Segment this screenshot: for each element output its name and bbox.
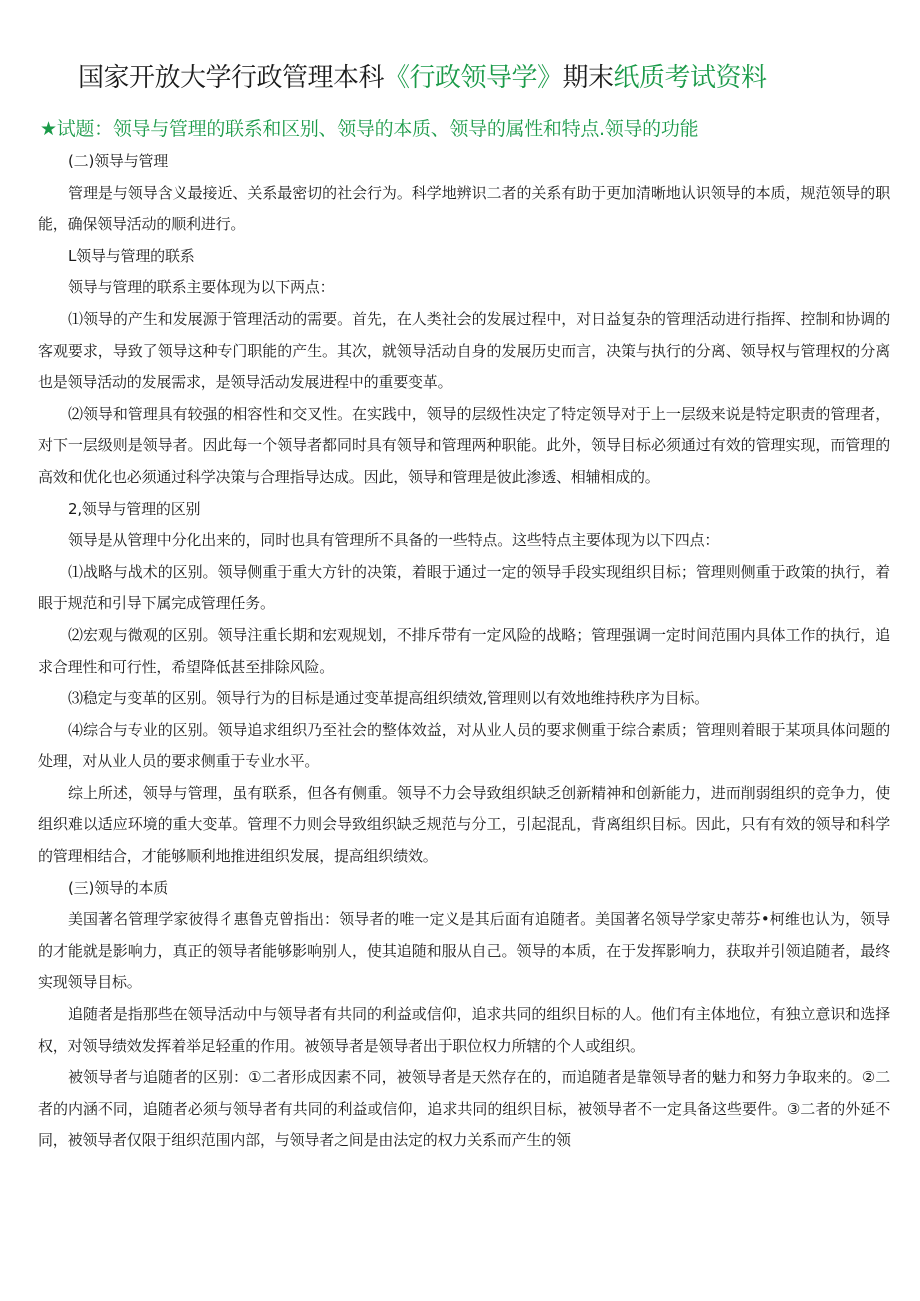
section-heading: (二)领导与管理	[68, 152, 169, 170]
paragraph: 追随者是指那些在领导活动中与领导者有共同的利益或信仰，追求共同的组织目标的人。他们有主体地位，有独立意识和选择权，对领导绩效发挥着举足轻重的作用。被领导者是领导者出于职位权力所辖的个人或组织。	[38, 1005, 890, 1055]
paragraph: 被领导者与追随者的区别：①二者形成因素不同，被领导者是天然存在的，而追随者是靠领导者的魅力和努力争取来的。②二者的内涵不同，追随者必须与领导者有共同的利益或信仰，追求共同的组织目标，被领导者不一定具备这些要件。③二者的外延不同，被领导者仅限于组织范围内部，与领导者之间是由法定的权力关系而产生的领	[38, 1068, 890, 1150]
exam-question-heading: ★试题：领导与管理的联系和区别、领导的本质、领导的属性和特点.领导的功能	[40, 118, 699, 140]
paragraph: 领导是从管理中分化出来的，同时也具有管理所不具备的一些特点。这些特点主要体现为以下四点：	[68, 531, 720, 550]
paragraph: 美国著名管理学家彼得彳惠鲁克曾指出：领导者的唯一定义是其后面有追随者。美国著名领导学家史蒂芬•柯维也认为，领导的才能就是影响力，真正的领导者能够影响别人，使其追随和服从自己。领导的本质，在于发挥影响力，获取并引领追随者，最终实现领导目标。	[38, 910, 890, 992]
sub-heading: 2,领导与管理的区别	[68, 499, 201, 518]
sub-heading: L领导与管理的联系	[68, 246, 195, 265]
title-part-1: 国家开放大学行政管理本科	[78, 63, 385, 93]
paragraph: ⑴战略与战术的区别。领导侧重于重大方针的决策，着眼于通过一定的领导手段实现组织目标；管理则侧重于政策的执行，着眼于规范和引导下属完成管理任务。	[38, 562, 890, 613]
title-part-4: 纸质考试资料	[613, 63, 767, 93]
paragraph: ⑶稳定与变革的区别。领导行为的目标是通过变革提高组织绩效,管理则以有效地维持秩序为目标。	[68, 689, 709, 708]
title-part-2: 《行政领导学》	[384, 63, 563, 93]
document-title	[78, 58, 898, 98]
document-body	[38, 146, 890, 1157]
paragraph: ⑵领导和管理具有较强的相容性和交叉性。在实践中，领导的层级性决定了特定领导对于上一层级来说是特定职责的管理者，对下一层级则是领导者。因此每一个领导者都同时具有领导和管理两种职能。此外，领导目标必须通过有效的管理实现，而管理的高效和优化也必须通过科学决策与合理指导达成。因此，领导和管理是彼此渗透、相辅相成的。	[38, 404, 890, 486]
section-heading: (三)领导的本质	[68, 878, 169, 897]
paragraph: ⑷综合与专业的区别。领导追求组织乃至社会的整体效益，对从业人员的要求侧重于综合素质；管理则着眼于某项具体问题的处理，对从业人员的要求侧重于专业水平。	[38, 720, 890, 771]
paragraph: ⑵宏观与微观的区别。领导注重长期和宏观规划，不排斥带有一定风险的战略；管理强调一定时间范围内具体工作的执行，追求合理性和可行性，希望降低甚至排除风险。	[38, 625, 890, 676]
paragraph: 管理是与领导含义最接近、关系最密切的社会行为。科学地辨识二者的关系有助于更加清晰地认识领导的本质，规范领导的职能，确保领导活动的顺利进行。	[38, 183, 890, 234]
paragraph: ⑴领导的产生和发展源于管理活动的需要。首先，在人类社会的发展过程中，对日益复杂的管理活动进行指挥、控制和协调的客观要求，导致了领导这种专门职能的产生。其次，就领导活动自身的发展历史而言，决策与执行的分离、领导权与管理权的分离也是领导活动的发展需求，是领导活动发展进程中的重要变革。	[38, 309, 890, 392]
paragraph: 领导与管理的联系主要体现为以下两点：	[68, 278, 335, 297]
paragraph: 综上所述，领导与管理，虽有联系，但各有侧重。领导不力会导致组织缺乏创新精神和创新能力，进而削弱组织的竞争力，使组织难以适应环境的重大变革。管理不力则会导致组织缺乏规范与分工，引起混乱，背离组织目标。因此，只有有效的领导和科学的管理相结合，才能够顺利地推进组织发展，提高组织绩效。	[38, 783, 890, 866]
title-part-3: 期末	[562, 63, 614, 93]
